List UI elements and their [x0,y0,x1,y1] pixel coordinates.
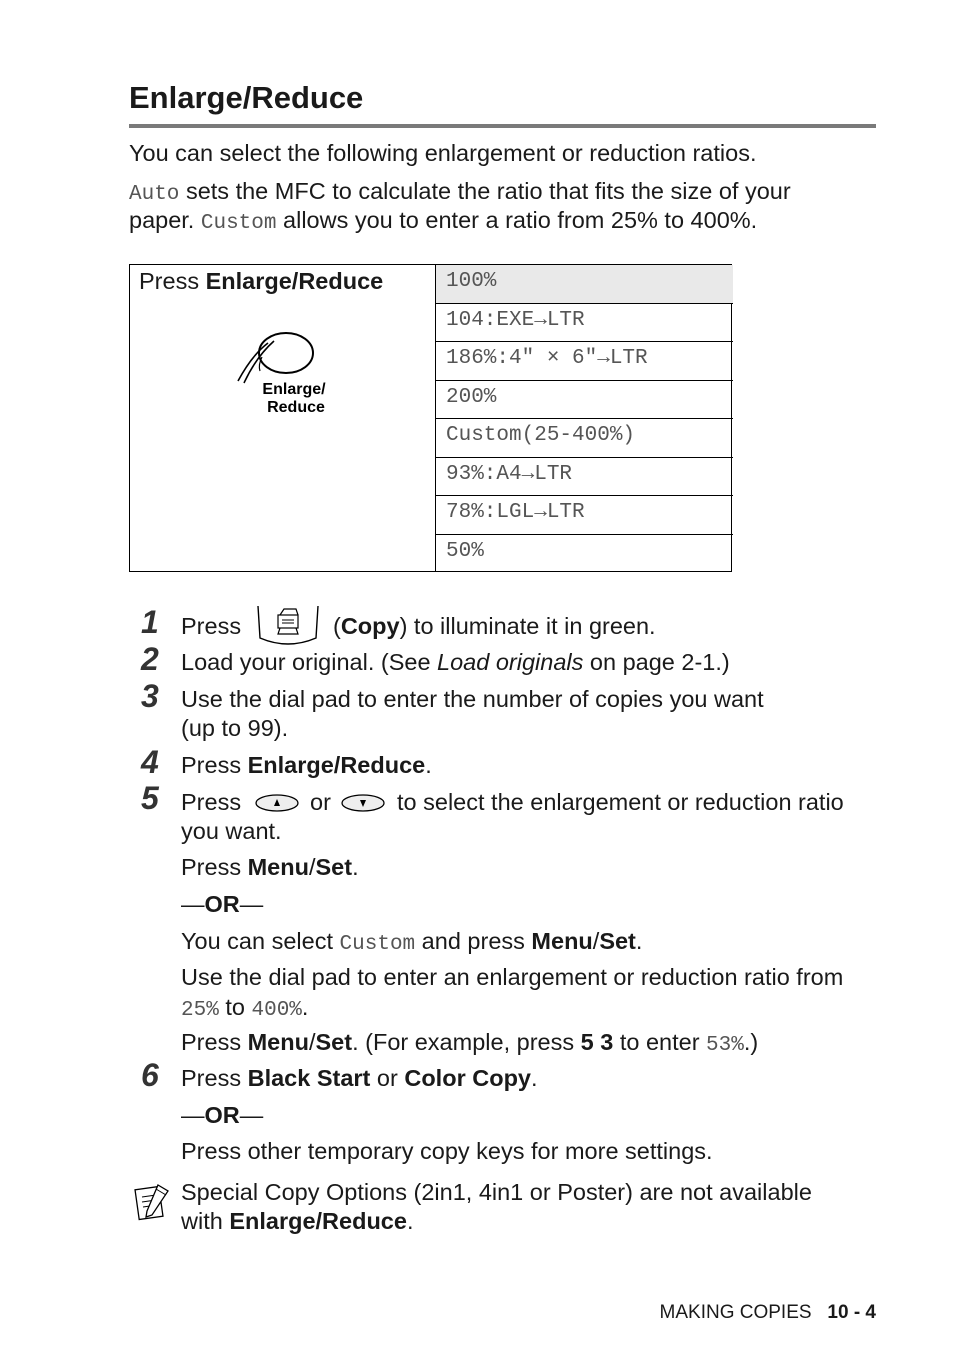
ratio-option-row [436,458,733,497]
example-keys: 5 3 [580,1029,614,1055]
note-with: with [181,1208,230,1234]
or-word: OR [204,891,240,917]
table-left-cell [130,265,436,571]
auto-code: Auto [129,183,180,206]
step-2-start: Load your original. (See [181,649,438,675]
paren-open: ( [333,613,341,639]
ratio-option-row [436,342,733,381]
step-5-press: Press [181,789,242,815]
button-label-line-2: Reduce [267,399,325,416]
step-6-text [181,1064,538,1093]
step-number-2: 2 [141,641,159,677]
ratio-option-row [436,265,733,304]
min-ratio-code: 25% [181,999,219,1022]
example-middle: to enter [613,1029,707,1055]
dash: — [239,1102,264,1128]
or-word: OR [204,1102,240,1128]
intro-line-3-start: paper. [129,207,201,233]
ratio-option-label: 100% [446,270,497,293]
step-6-other: Press other temporary copy keys for more settings. [181,1138,713,1164]
to-word: to [218,994,252,1020]
period: . [531,1065,538,1091]
step-4-start: Press [181,752,248,778]
note-line-1: Special Copy Options (2in1, 4in1 or Poster) are not available [181,1179,812,1205]
step-number-4: 4 [141,744,159,780]
step-4-text [181,751,432,780]
ratio-option-row [436,535,733,573]
step-2-end: on page 2-1.) [583,649,730,675]
ratio-option-row [436,496,733,535]
slash: / [308,854,316,880]
step-5-text-end: to select the enlargement or reduction ratio [397,789,844,815]
step-number-1: 1 [141,604,159,640]
ratio-option-label: 78%:LGL→LTR [446,501,585,524]
ratio-table [129,264,732,572]
load-originals-ref: Load originals [437,649,584,675]
ratio-option-label: 200% [446,385,497,409]
enlarge-reduce-key-label: Enlarge/Reduce [247,752,426,778]
step-number-3: 3 [141,678,159,714]
menu-key-label: Menu [247,854,309,880]
step-1-text-end [333,612,656,641]
max-ratio-code: 400% [251,999,302,1022]
or-word: or [370,1065,405,1091]
intro-line-2 [129,177,791,209]
period: . [301,994,309,1020]
step-5-line-2: you want. [181,818,282,844]
dash: — [239,891,264,917]
press-prefix: Press [139,268,206,294]
dash: — [181,891,205,917]
page-title: Enlarge/Reduce [129,80,364,115]
ratio-option-label: 104:EXE→LTR [446,308,585,332]
slash: / [592,928,600,954]
footer-page-number: 10 - 4 [827,1302,876,1323]
ratio-option-row [436,419,733,458]
example-code: 53% [706,1034,744,1057]
dash: — [181,1102,205,1128]
period: . [406,1208,414,1234]
ratio-option-row [436,304,733,343]
step-1-text-start: Press [181,613,242,639]
enlarge-reduce-key-label: Enlarge/Reduce [205,268,384,294]
step-5-example [181,1028,758,1060]
step-3-line-2: (up to 99). [181,715,289,741]
step-number-6: 6 [141,1057,159,1093]
note-pencil-icon [134,1183,174,1228]
example-start: . (For example, press [352,1029,581,1055]
intro-line-3-end: allows you to enter a ratio from 25% to 400%. [276,207,758,233]
menu-key-label: Menu [531,928,593,954]
intro-line-2-text: sets the MFC to calculate the ratio that fits the size of your [179,178,791,204]
title-rule [129,124,876,128]
press-prefix: Press [181,1065,248,1091]
period: . [635,928,643,954]
ratio-option-label: 186%:4" × 6"→LTR [446,347,648,370]
or-separator-2 [181,1101,263,1130]
set-key-label: Set [315,1029,353,1055]
set-key-label: Set [599,928,636,954]
step-5-dial-line-1: Use the dial pad to enter an enlargement or reduction ratio from [181,964,844,990]
step-1-tail: ) to illuminate it in green. [399,613,656,639]
step-number-5: 5 [141,780,159,816]
period: . [352,854,359,880]
select-middle: and press [415,928,532,954]
enlarge-reduce-key-label: Enlarge/Reduce [229,1208,407,1234]
step-5-press-menu-set [181,853,359,882]
black-start-key-label: Black Start [247,1065,371,1091]
select-start: You can select [181,928,340,954]
copy-key-icon [256,604,320,651]
intro-line-1: You can select the following enlargement or reduction ratios. [129,140,757,166]
footer-section: MAKING COPIES [659,1302,812,1323]
press-prefix: Press [181,854,248,880]
down-arrow-key-icon [341,793,385,818]
custom-code: Custom [200,212,277,235]
example-end: .) [743,1029,759,1055]
color-copy-key-label: Color Copy [404,1065,531,1091]
menu-key-label: Menu [247,1029,309,1055]
note-line-2 [181,1207,413,1236]
step-5-select-custom [181,927,642,959]
step-5-or: or [310,789,331,815]
ratio-option-row [436,381,733,420]
step-3-line-1: Use the dial pad to enter the number of copies you want [181,686,764,712]
set-key-label: Set [315,854,353,880]
press-enlarge-label [139,268,383,295]
up-arrow-key-icon [255,793,299,818]
intro-line-3 [129,206,757,238]
enlarge-reduce-button-icon [234,331,344,432]
step-5-dial-line-2 [181,993,308,1025]
page-footer [660,1302,876,1324]
ratio-option-label: 50% [446,539,484,563]
button-label-line-1: Enlarge/ [262,381,326,398]
ratio-option-label: Custom(25-400%) [446,424,636,447]
press-prefix: Press [181,1029,248,1055]
copy-key-label: Copy [340,613,400,639]
step-2-text [181,648,730,677]
ratio-option-label: 93%:A4→LTR [446,462,573,486]
step-4-end: . [425,752,432,778]
slash: / [308,1029,316,1055]
custom-code: Custom [339,933,416,956]
or-separator-1 [181,890,263,919]
